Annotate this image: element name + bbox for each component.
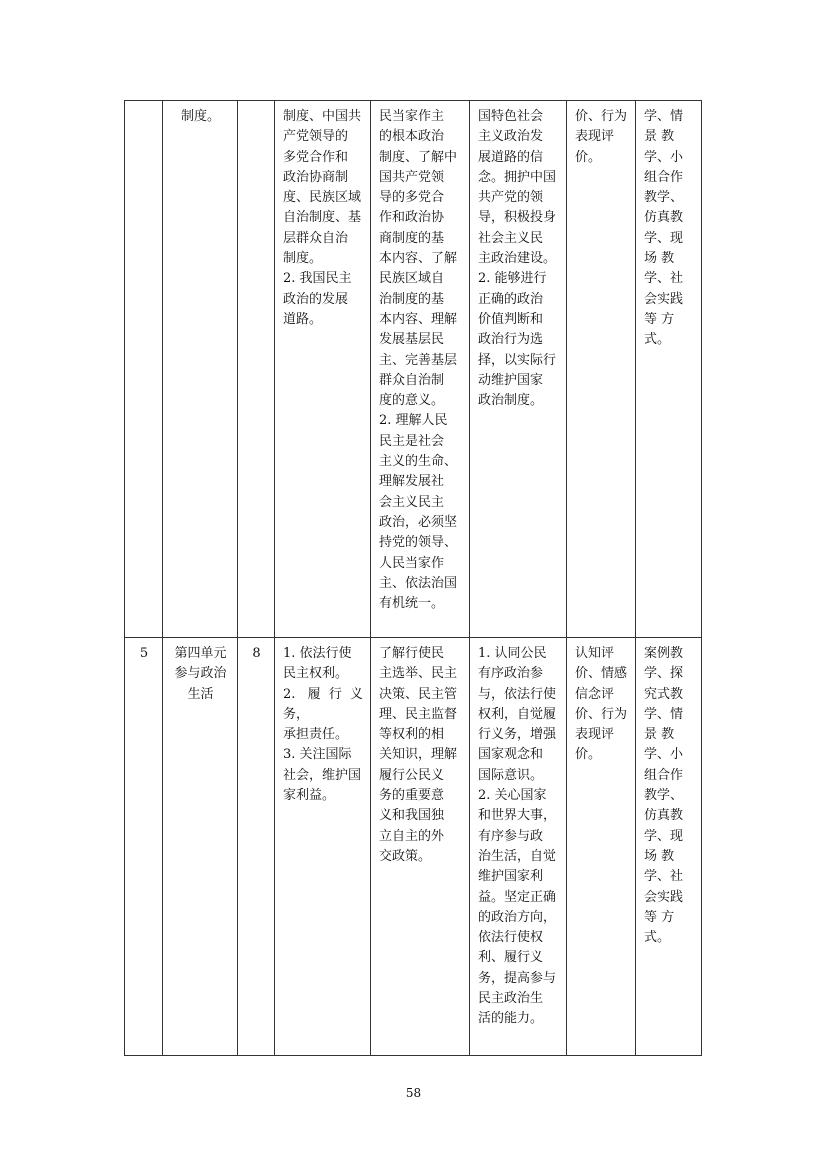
evaluation-methods: 认知评 价、情感 信念评 价、行为 表现评 价。: [575, 646, 628, 763]
hours-cell: [238, 638, 275, 1056]
evaluation-methods: 价、行为 表现评 价。: [575, 109, 628, 165]
teaching-methods: 案例教 学、探 究式教 学、情 景 教 学、小 组合作 教学、 仿真教 学、现 场 教 学、社 会实践 等 方 式。: [644, 646, 684, 946]
teaching-methods: 学、情 景 教 学、小 组合作 教学、 仿真教 学、现 场 教 学、社 会实践 等 方 式。: [644, 109, 684, 348]
teaching-content: 制度、中国共 产党领导的 多党合作和 政治协商制 度、民族区域 自治制度、基 层群众自治 制度。 2. 我国民主 政治的发展 道路。: [283, 109, 362, 327]
literacy-cell: [470, 638, 567, 1056]
knowledge-requirements: 民当家作主 的根本政治 制度、了解中 国共产党领 导的多党合 作和政治协 商制度的基 本内容、了解 民族区域自 治制度的基 本内容、理解 发展基层民 主、完善基层 群众自治制 度的意义。 2. 理解人民 民主是社会 主义的生命、 理解发展社 会主义民主 政治，必须坚 持党的领导、 人民当家作 主、依法治国 有机统一。: [379, 109, 458, 612]
knowledge-cell: [371, 638, 470, 1056]
table-row: [125, 638, 702, 1056]
page-number: 58: [405, 1086, 422, 1100]
knowledge-requirements: 了解行使民 主选举、民主 决策、民主管 理、民主监督 等权利的相 关知识，理解 履行公民义 务的重要意 义和我国独 立自主的外 交政策。: [379, 646, 458, 864]
hours-cell: [238, 101, 275, 638]
unit-name: 制度。: [180, 109, 220, 124]
class-hours: [238, 101, 274, 111]
methods-cell: [636, 101, 702, 638]
knowledge-cell: [371, 101, 470, 638]
class-hours: 8: [252, 646, 261, 661]
row-index: [125, 101, 162, 111]
literacy-goals: 国特色社会 主义政治发 展道路的信 念。拥护中国 共产党的领 导，积极投身 社会主义民 主政治建设。 2. 能够进行 正确的政治 价值判断和 政治行为选 择，以实际行 动维护国家 政治制度。: [478, 109, 557, 409]
content-cell: [275, 638, 371, 1056]
row-index-cell: [125, 638, 163, 1056]
curriculum-table: [124, 100, 702, 1056]
unit-name: 第四单元 参与政治 生活: [174, 646, 227, 702]
evaluation-cell: [567, 101, 636, 638]
row-index: 5: [139, 646, 149, 661]
table-row: [125, 101, 702, 638]
unit-cell: [163, 638, 238, 1056]
row-index-cell: [125, 101, 163, 638]
evaluation-cell: [567, 638, 636, 1056]
literacy-cell: [470, 101, 567, 638]
unit-cell: [163, 101, 238, 638]
methods-cell: [636, 638, 702, 1056]
teaching-content: 1. 依法行使 民主权利。 2. 履行义务， 承担责任。 3. 关注国际 社会，维护国 家利益。: [283, 646, 363, 804]
content-cell: [275, 101, 371, 638]
literacy-goals: 1. 认同公民 有序政治参 与，依法行使 权利，自觉履 行义务，增强 国家观念和 国际意识。 2. 关心国家 和世界大事， 有序参与政 治生活，自觉 维护国家利 益。坚定正确 的政治方向， 依法行使权 利、履行义 务，提高参与 民主政治生 活的能力。: [478, 646, 557, 1027]
